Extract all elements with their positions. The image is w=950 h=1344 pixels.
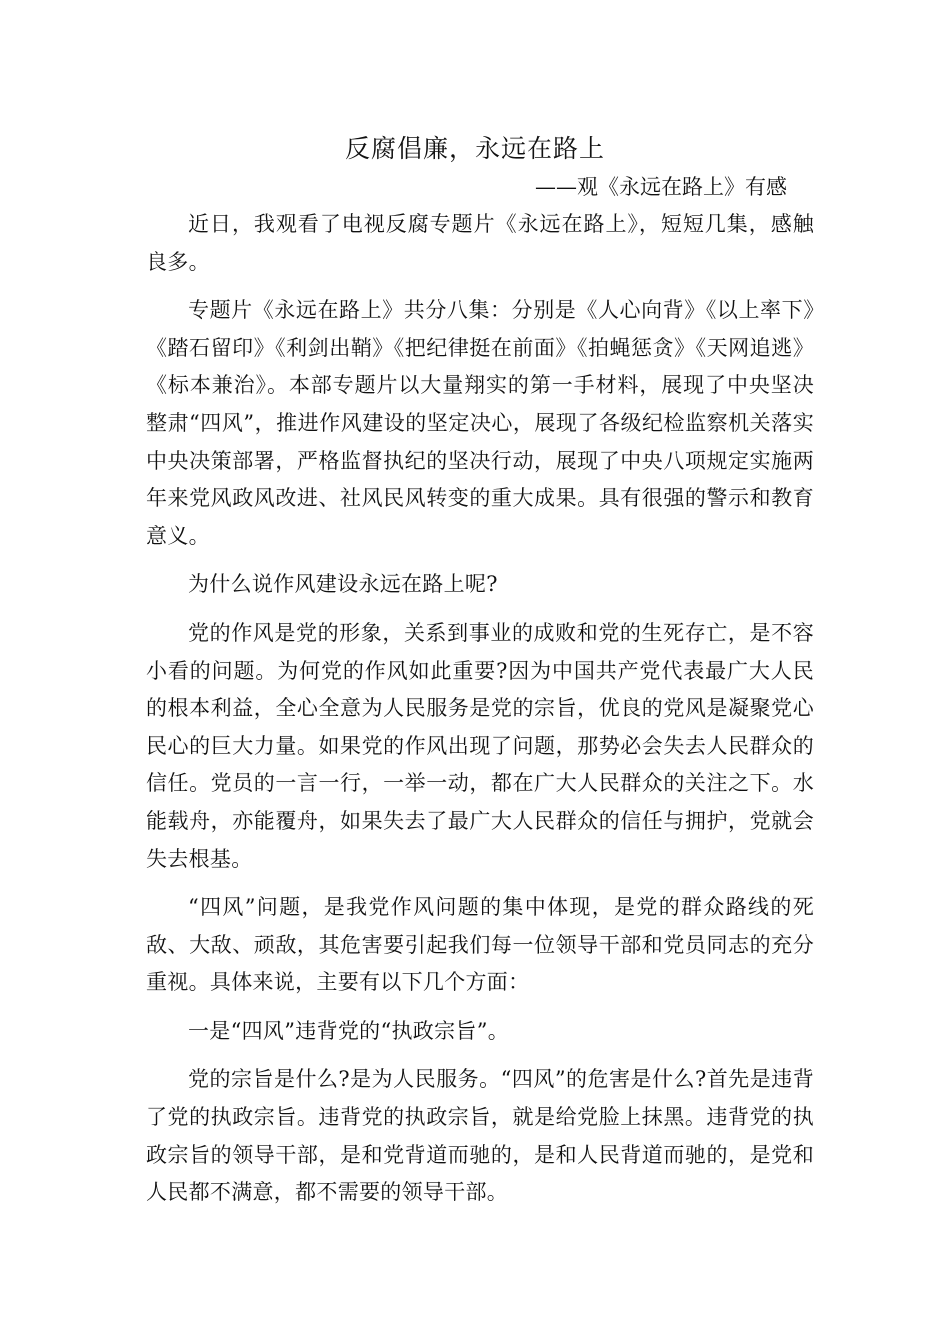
paragraph: “四风”问题，是我党作风问题的集中体现，是党的群众路线的死敌、大敌、顽敌，其危害要引起我们每一位领导干部和党员同志的充分重视。具体来说，主要有以下几个方面：: [146, 895, 814, 995]
paragraph: 专题片《永远在路上》共分八集：分别是《人心向背》《以上率下》《踏石留印》《利剑出鞘》《把纪律挺在前面》《拍蝇惩贪》《天网追逃》《标本兼治》。本部专题片以大量翔实的第一手材料，展现了中央坚决整肃“四风”，推进作风建设的坚定决心，展现了各级纪检监察机关落实中央决策部署，严格监督执纪的坚决行动，展现了中央八项规定实施两年来党风政风改进、社风民风转变的重大成果。具有很强的警示和教育意义。: [146, 298, 814, 548]
document-subtitle: ——观《永远在路上》有感: [535, 175, 787, 199]
document-body: [146, 206, 814, 1223]
paragraph: 一是“四风”违背党的“执政宗旨”。: [188, 1018, 510, 1043]
paragraph: 为什么说作风建设永远在路上呢?: [188, 572, 498, 597]
paragraph: 党的作风是党的形象，关系到事业的成败和党的生死存亡，是不容小看的问题。为何党的作风如此重要?因为中国共产党代表最广大人民的根本利益，全心全意为人民服务是党的宗旨，优良的党风是凝聚党心民心的巨大力量。如果党的作风出现了问题，那势必会失去人民群众的信任。党员的一言一行，一举一动，都在广大人民群众的关注之下。水能载舟，亦能覆舟，如果失去了最广大人民群众的信任与拥护，党就会失去根基。: [146, 620, 814, 871]
paragraph: 近日，我观看了电视反腐专题片《永远在路上》，短短几集，感触良多。: [146, 212, 814, 274]
document-title: 反腐倡廉，永远在路上: [344, 134, 605, 163]
paragraph: 党的宗旨是什么?是为人民服务。“四风”的危害是什么?首先是违背了党的执政宗旨。违背党的执政宗旨，就是给党脸上抹黑。违背党的执政宗旨的领导干部，是和党背道而驰的，是和人民背道而驰的，是党和人民都不满意，都不需要的领导干部。: [146, 1067, 814, 1205]
